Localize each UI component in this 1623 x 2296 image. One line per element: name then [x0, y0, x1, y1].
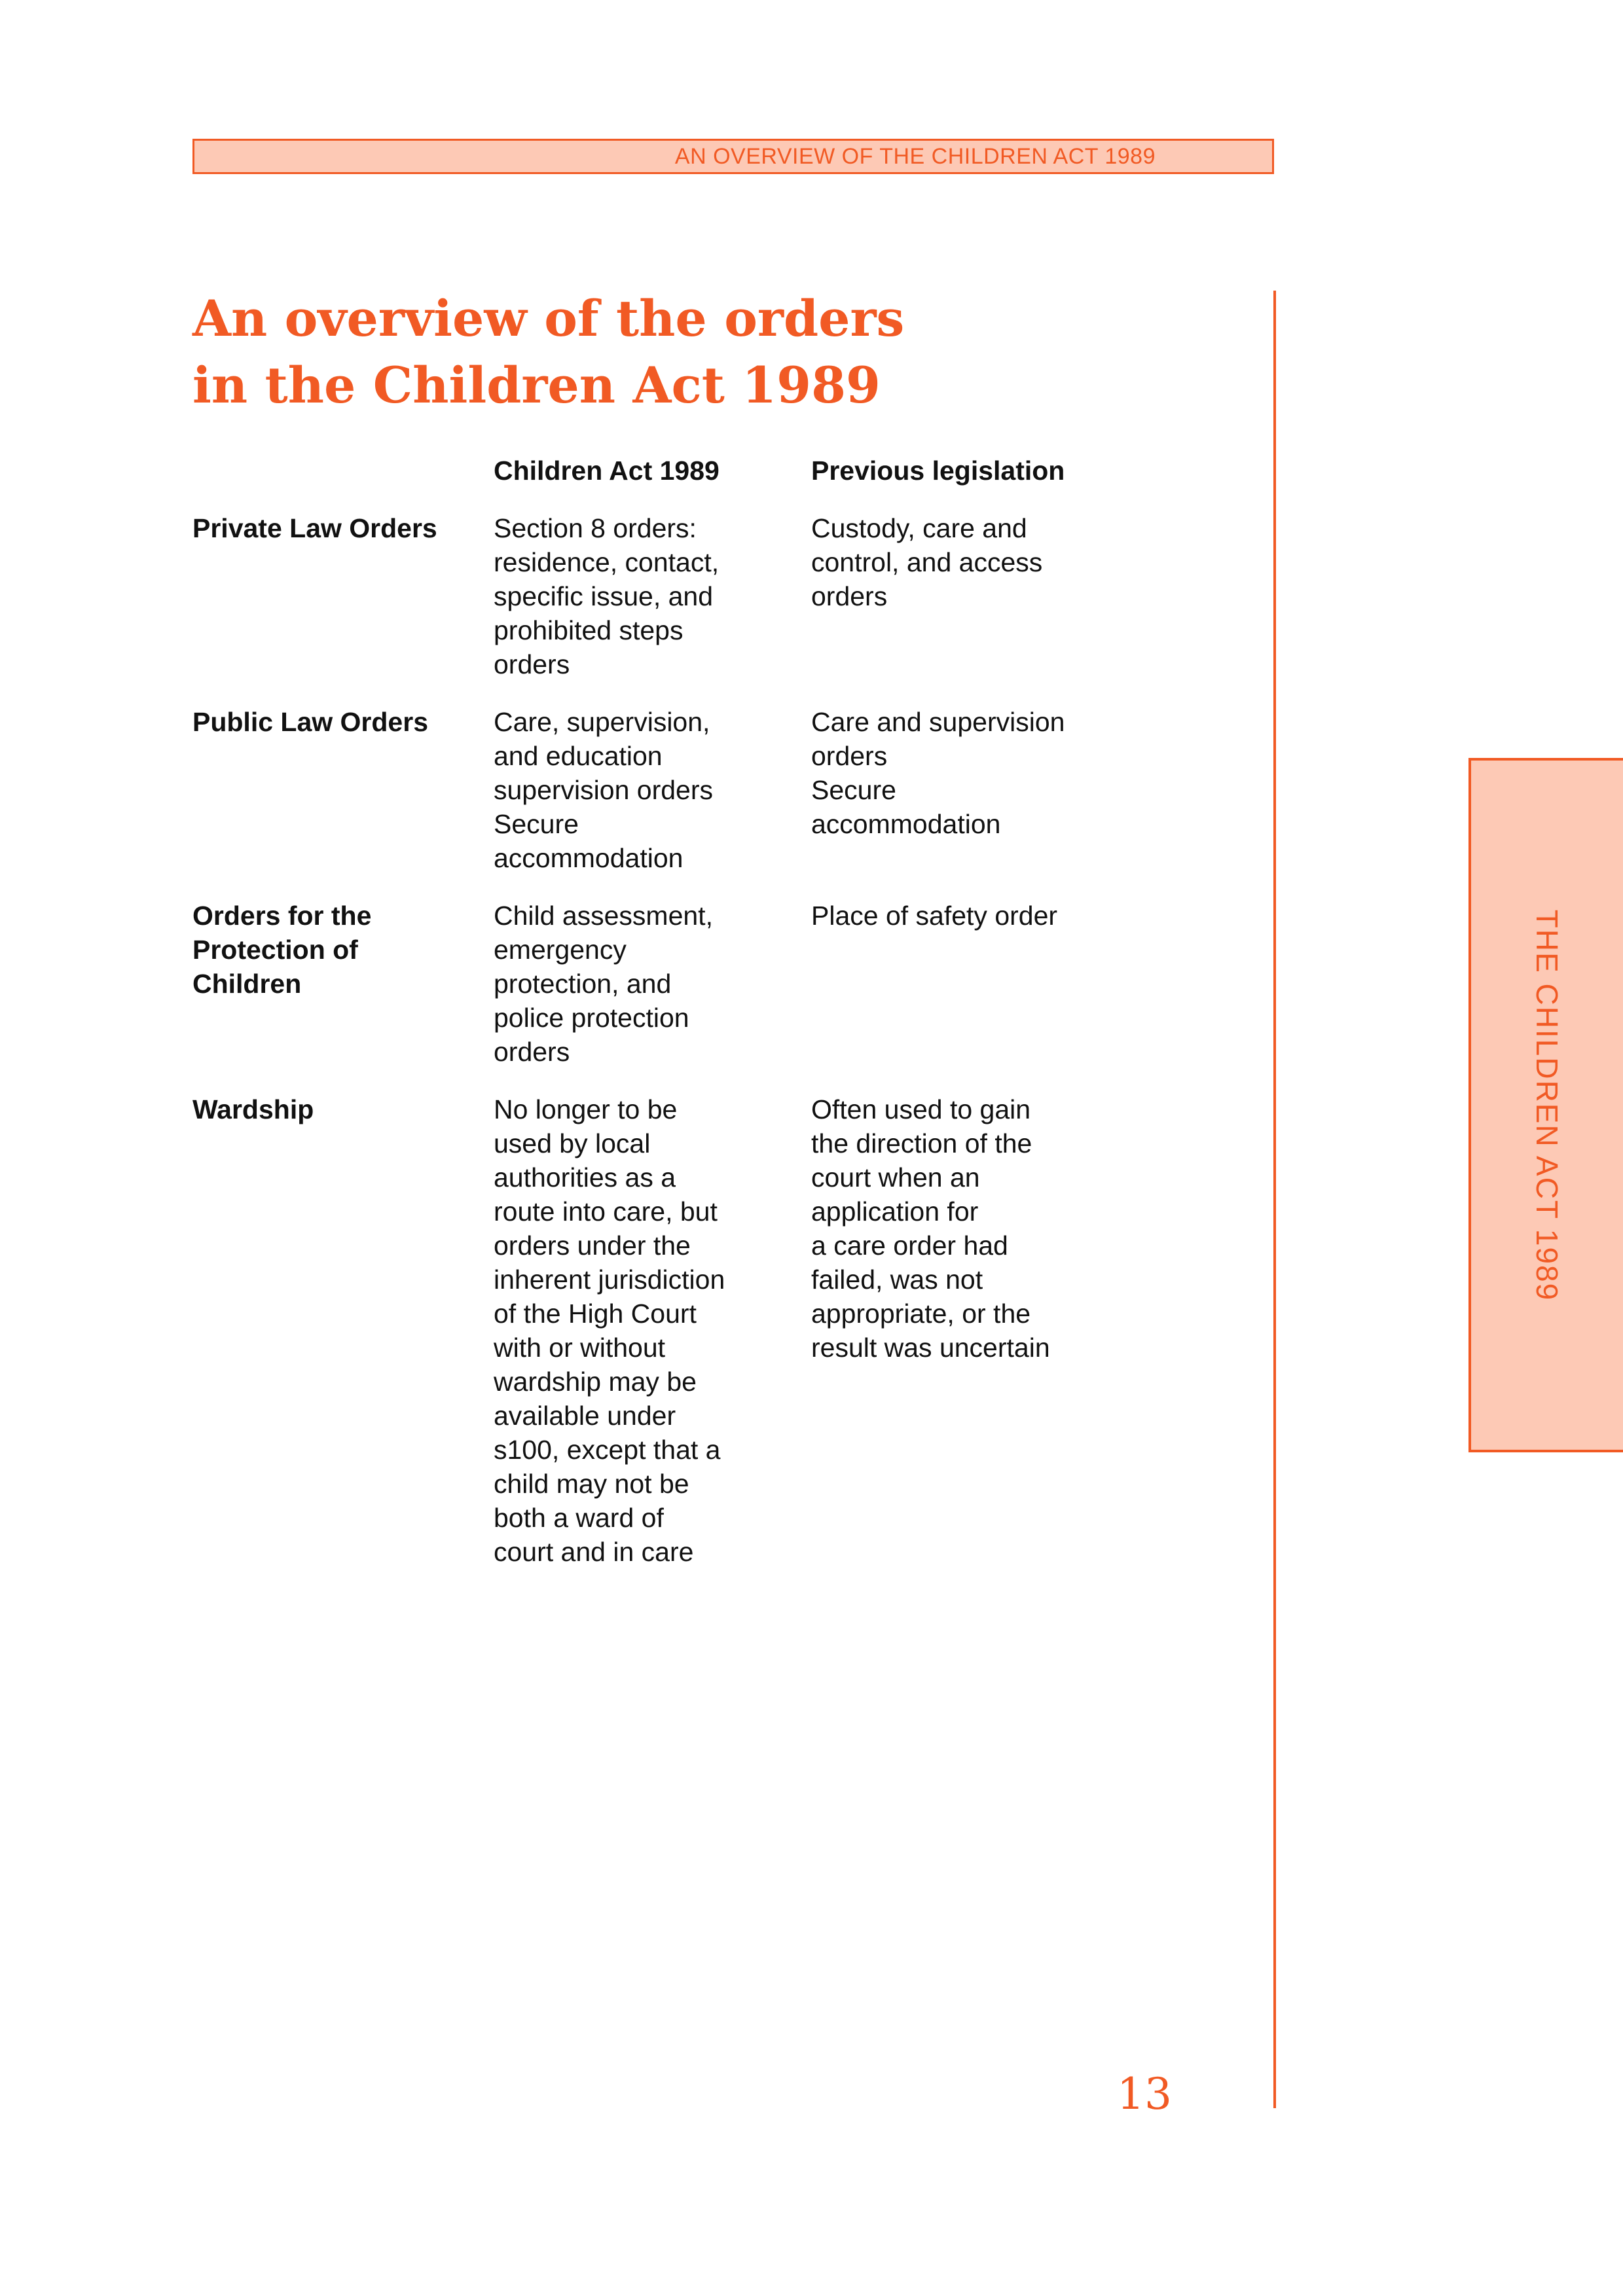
running-header: AN OVERVIEW OF THE CHILDREN ACT 1989: [192, 139, 1274, 174]
row-previous-legislation-cell: Custody, care and control, and access orders: [811, 513, 1043, 611]
side-tab-label: THE CHILDREN ACT 1989: [1530, 909, 1564, 1301]
header-previous-legislation: Previous legislation: [811, 456, 1065, 486]
table-row: [192, 705, 1112, 875]
header-label-cell: [192, 454, 494, 488]
table-header-row: [192, 454, 1112, 488]
row-label: Private Law Orders: [192, 513, 437, 543]
side-tab: [1468, 758, 1623, 1452]
row-previous-legislation-cell: Place of safety order: [811, 901, 1058, 931]
orders-table: [192, 454, 1112, 1592]
header-children-act: Children Act 1989: [494, 456, 720, 486]
page-number: 13: [1117, 2069, 1172, 2119]
table-row: [192, 1092, 1112, 1569]
row-children-act-cell: Child assessment, emergency protection, and police protection orders: [494, 901, 713, 1067]
row-label: Orders for the Protection of Children: [192, 901, 372, 999]
table-row: [192, 899, 1112, 1069]
row-label: Wardship: [192, 1094, 314, 1124]
row-previous-legislation-cell: Often used to gain the direction of the court when an application for a care order had failed, was not appropriate, or the result was uncertain: [811, 1094, 1050, 1363]
row-children-act-cell: Section 8 orders: residence, contact, specific issue, and prohibited steps orders: [494, 513, 720, 679]
table-row: [192, 511, 1112, 681]
row-children-act-cell: No longer to be used by local authorities as a route into care, but orders under the inherent jurisdiction of the High Court with or without wardship may be available under s100, except that a child may not be both a ward of court and in care: [494, 1094, 725, 1567]
row-label: Public Law Orders: [192, 707, 428, 737]
row-children-act-cell: Care, supervision, and education supervision orders Secure accommodation: [494, 707, 713, 873]
row-previous-legislation-cell: Care and supervision orders Secure accommodation: [811, 707, 1065, 839]
page-title-line-1: An overview of the orders: [192, 289, 905, 348]
vertical-rule-divider: [1273, 291, 1276, 2108]
page-title: [192, 285, 1175, 419]
page-title-line-2: in the Children Act 1989: [192, 356, 881, 414]
